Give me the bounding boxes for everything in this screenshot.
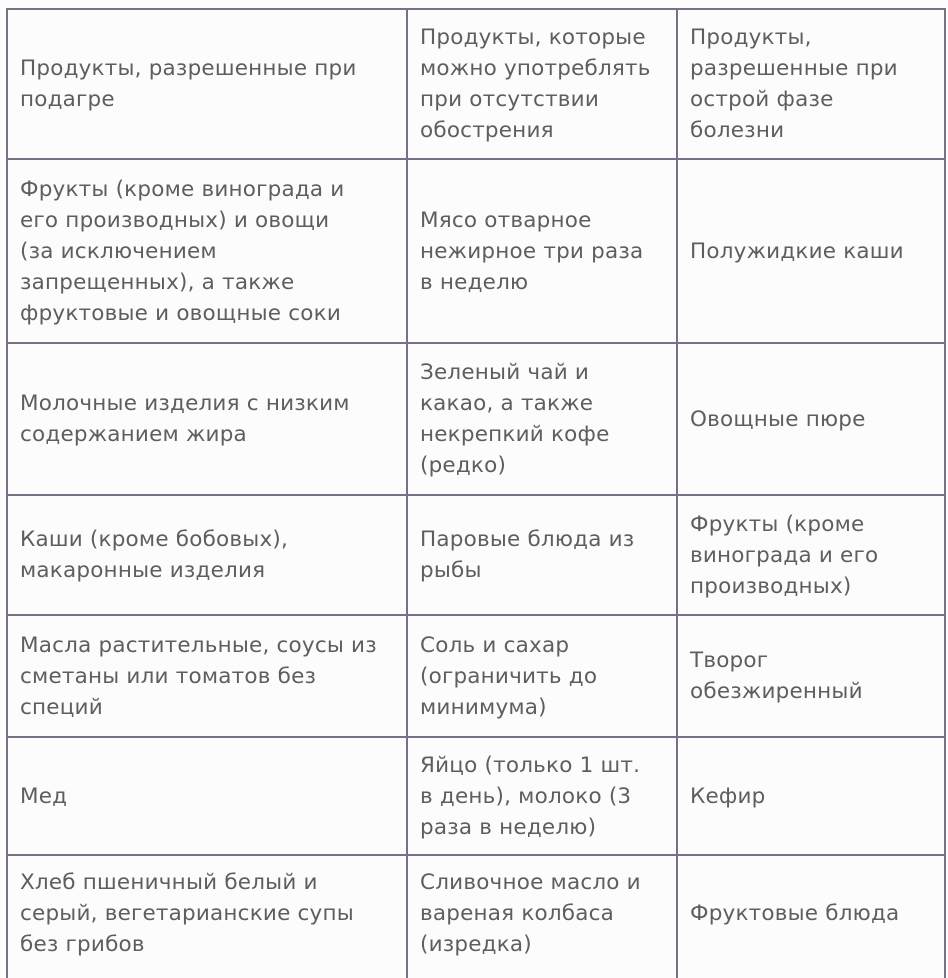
table-cell: Яйцо (только 1 шт. в день), молоко (3 раза в неделю): [420, 752, 641, 840]
table-cell: Молочные изделия с низким содержанием жира: [20, 391, 350, 447]
table-cell: Мед: [20, 783, 68, 809]
table-cell: Кефир: [690, 783, 766, 809]
table-cell: Мясо отварное нежирное три раза в неделю: [420, 207, 644, 295]
table-cell: Овощные пюре: [690, 406, 866, 432]
header-cell-allowed: Продукты, разрешенные при подагре: [20, 56, 357, 112]
table-cell: Фруктовые блюда: [690, 900, 900, 926]
header-cell-no-exacerbation: Продукты, которые можно употреблять при отсутствии обострения: [420, 25, 651, 143]
table-cell: Полужидкие каши: [690, 238, 904, 264]
table-cell: Творог обезжиренный: [690, 648, 863, 704]
table-cell: Паровые блюда из рыбы: [420, 527, 635, 583]
table-cell: Масла растительные, соусы из сметаны или томатов без специй: [20, 632, 377, 720]
header-cell-acute-phase: Продукты, разрешенные при острой фазе болезни: [690, 25, 898, 143]
table-cell: Хлеб пшеничный белый и серый, вегетарианские супы без грибов: [20, 869, 354, 957]
table-cell: Зеленый чай и какао, а также некрепкий кофе (редко): [420, 360, 610, 478]
table-cell: Фрукты (кроме винограда и его производных): [690, 511, 879, 599]
table-cell: Каши (кроме бобовых), макаронные изделия: [20, 527, 288, 583]
table-cell: Фрукты (кроме винограда и его производных) и овощи (за исключением запрещенных), а также фруктовые и овощные соки: [20, 176, 345, 326]
table-cell: Сливочное масло и вареная колбаса (изредка): [420, 869, 641, 957]
table-cell: Соль и сахар (ограничить до минимума): [420, 632, 598, 720]
